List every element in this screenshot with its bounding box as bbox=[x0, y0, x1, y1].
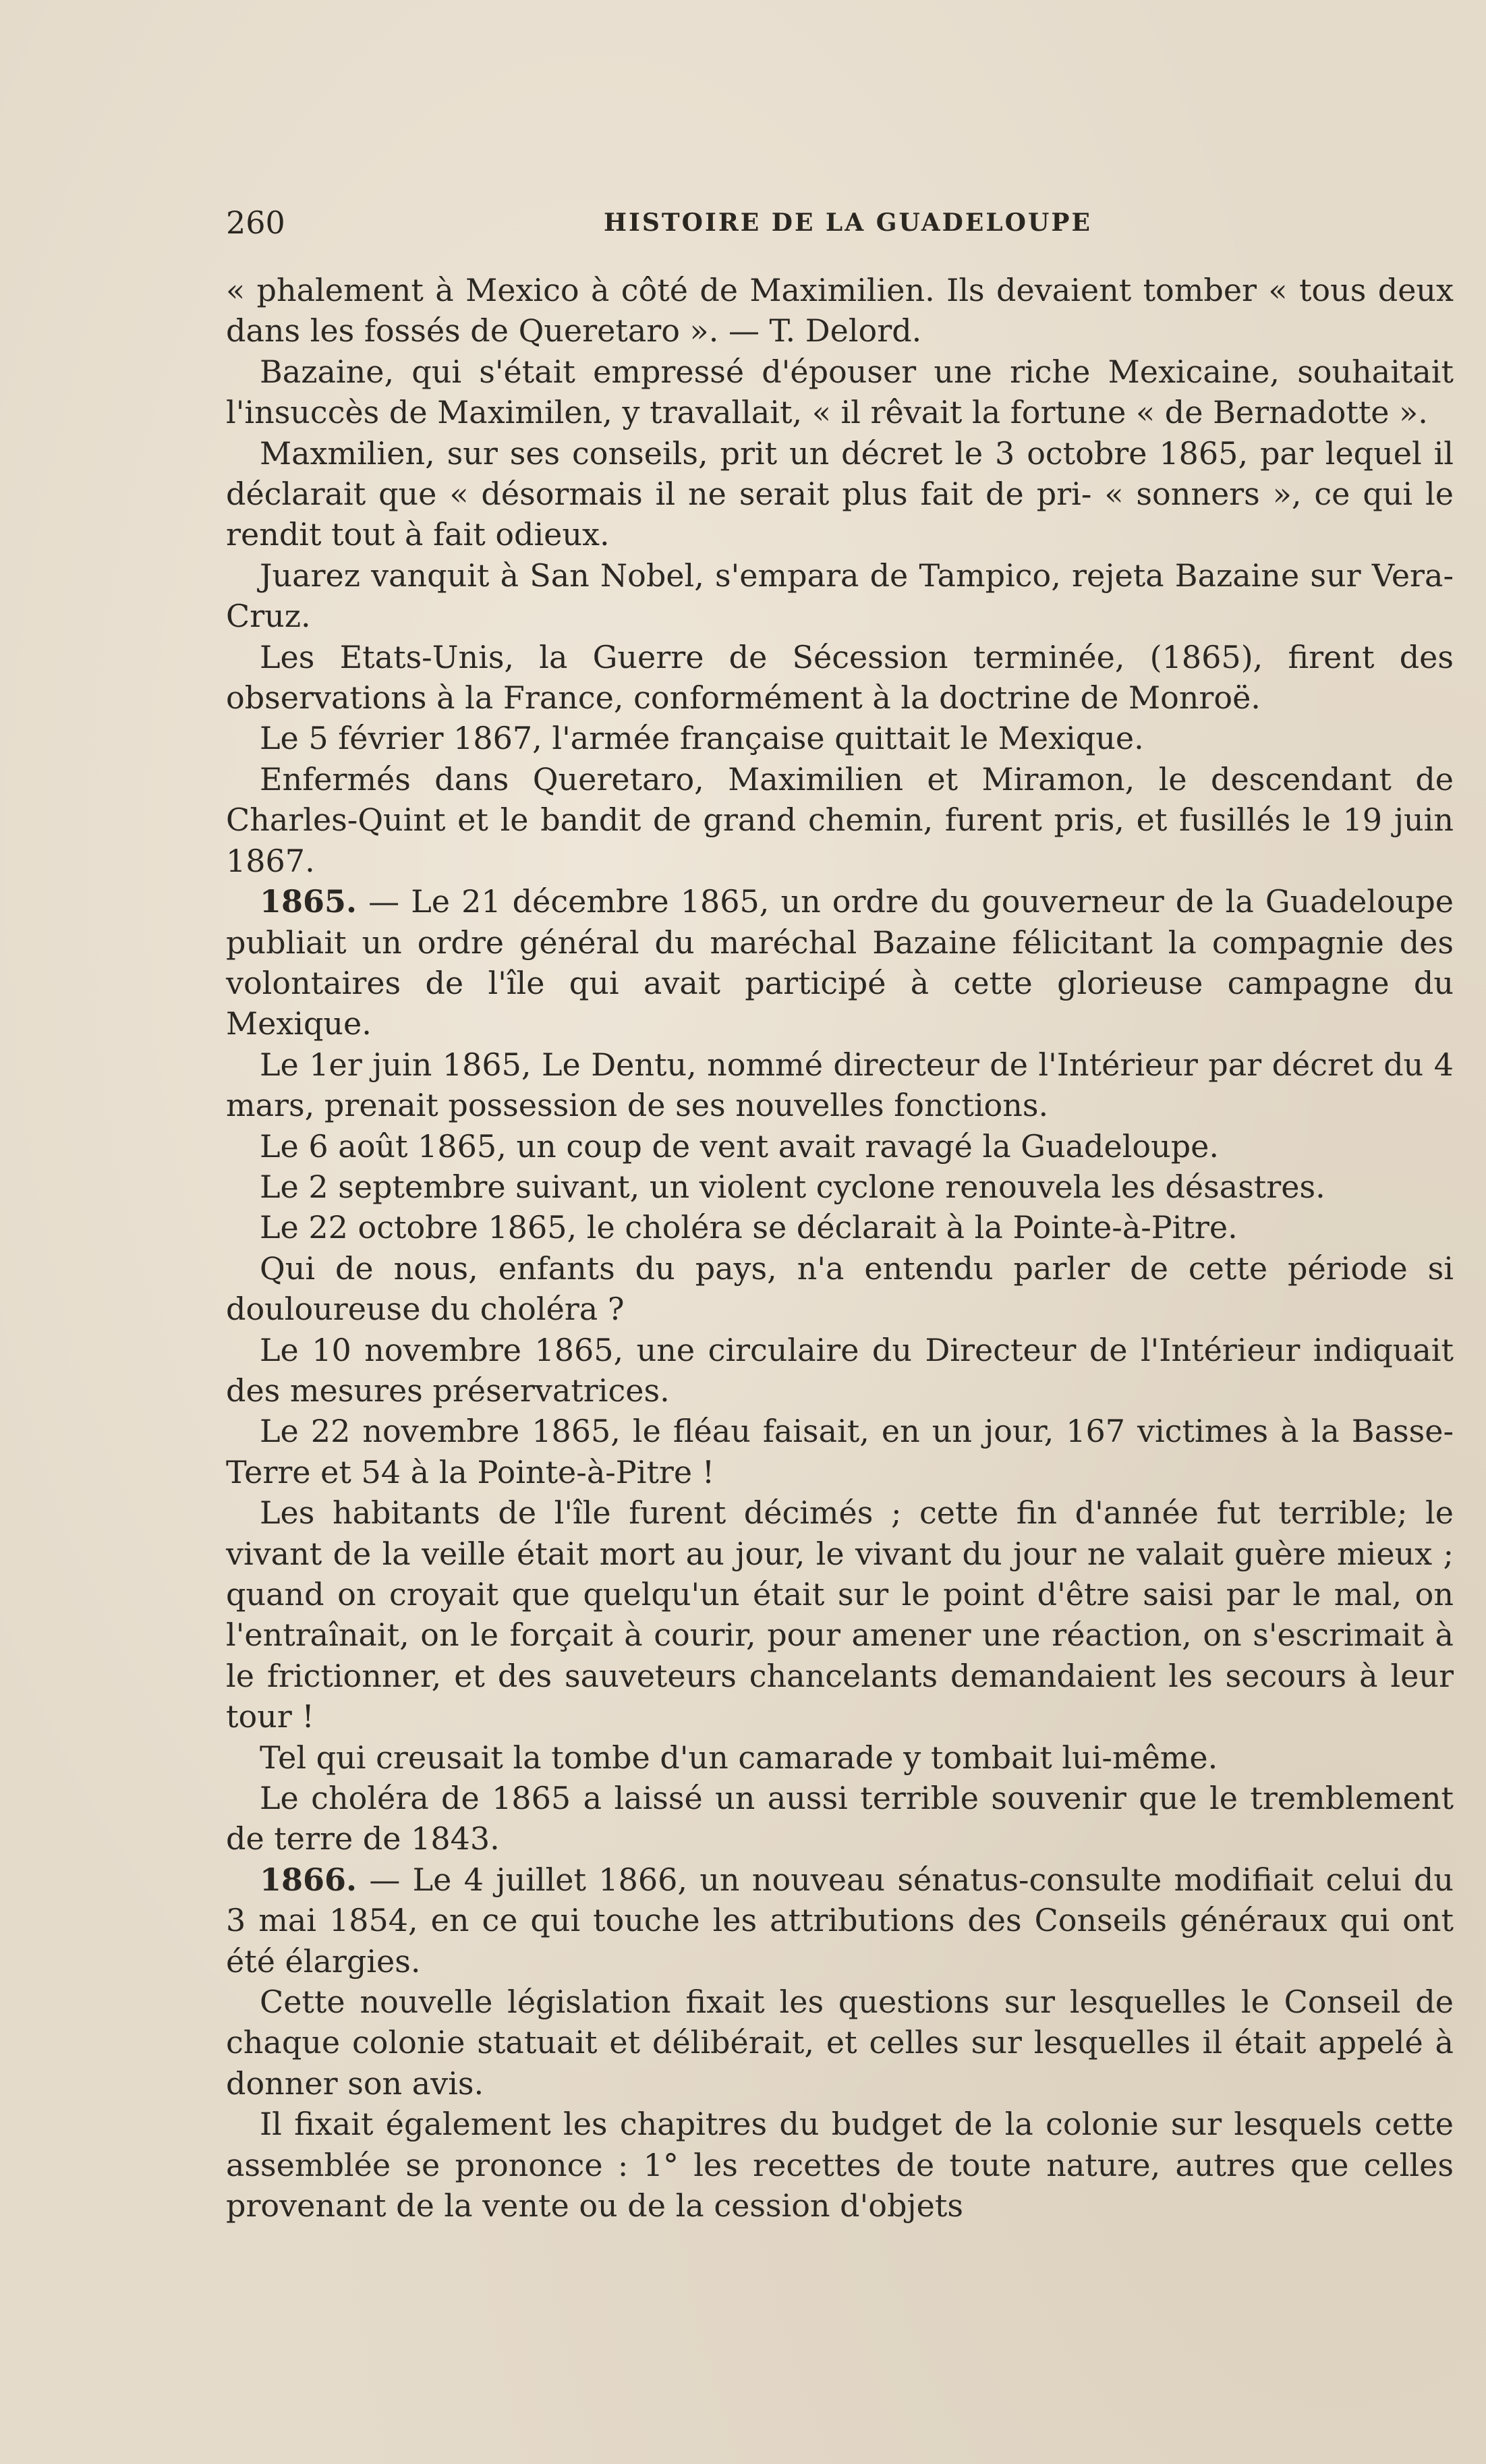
paragraph-text: — Le 4 juillet 1866, un nouveau sénatus-consulte modifiait celui du 3 mai 1854, en ce qui touche les attributions des Conseils généraux qui ont été élargies. bbox=[226, 1861, 1454, 1980]
paragraph-text: — Le 21 décembre 1865, un ordre du gouverneur de la Guadeloupe publiait un ordre général du maréchal Bazaine félicitant la compagnie des volontaires de l'île qui avait participé à cette glorieuse campagne du Mexique. bbox=[226, 883, 1454, 1042]
paragraph: Qui de nous, enfants du pays, n'a entendu parler de cette période si douloureuse du choléra ? bbox=[226, 1250, 1454, 1328]
paragraph: Cette nouvelle législation fixait les questions sur lesquelles le Conseil de chaque colonie statuait et délibérait, et celles sur lesquelles il était appelé à donner son avis. bbox=[226, 1984, 1454, 2102]
paragraph: Tel qui creusait la tombe d'un camarade y tombait lui-même. bbox=[260, 1739, 1218, 1776]
paragraph: Maxmilien, sur ses conseils, prit un décret le 3 octobre 1865, par lequel il déclarait que « désormais il ne serait plus fait de pri- « sonners », ce qui le rendit tout à fait odieux. bbox=[226, 435, 1454, 553]
paragraph: Il fixait également les chapitres du budget de la colonie sur lesquels cette assemblée se prononce : 1° les recettes de toute nature, autres que celles provenant de la vente ou de la cession d'objets bbox=[226, 2106, 1454, 2224]
year-heading-1866: 1866. bbox=[260, 1861, 358, 1898]
paragraph: Enfermés dans Queretaro, Maximilien et Miramon, le descendant de Charles-Quint et le bandit de grand chemin, furent pris, et fusillés le 19 juin 1867. bbox=[226, 760, 1454, 879]
page-header bbox=[226, 202, 1454, 243]
paragraph: Le 22 novembre 1865, le fléau faisait, en un jour, 167 victimes à la Basse-Terre et 54 à la Pointe-à-Pitre ! bbox=[226, 1413, 1454, 1490]
paragraph: Le 22 octobre 1865, le choléra se déclarait à la Pointe-à-Pitre. bbox=[260, 1209, 1238, 1246]
paragraph: Le 2 septembre suivant, un violent cyclone renouvela les désastres. bbox=[260, 1168, 1325, 1205]
paragraph: Les Etats-Unis, la Guerre de Sécession terminée, (1865), firent des observations à la France, conformément à la doctrine de Monroë. bbox=[226, 638, 1454, 717]
running-title: HISTOIRE DE LA GUADELOUPE bbox=[604, 208, 1092, 237]
paragraph: Le 10 novembre 1865, une circulaire du Directeur de l'Intérieur indiquait des mesures préservatrices. bbox=[226, 1331, 1454, 1409]
paragraph: Le choléra de 1865 a laissé un aussi terrible souvenir que le tremblement de terre de 1843. bbox=[226, 1780, 1454, 1857]
body-text bbox=[226, 270, 1454, 2227]
paragraph-1865 bbox=[226, 881, 1454, 1044]
paragraph-1866 bbox=[226, 1859, 1454, 1982]
paragraph: Le 1er juin 1865, Le Dentu, nommé directeur de l'Intérieur par décret du 4 mars, prenait possession de ses nouvelles fonctions. bbox=[226, 1046, 1454, 1124]
paragraph: Le 6 août 1865, un coup de vent avait ravagé la Guadeloupe. bbox=[260, 1127, 1220, 1165]
paragraph: Le 5 février 1867, l'armée française quittait le Mexique. bbox=[260, 720, 1144, 757]
paragraph: « phalement à Mexico à côté de Maximilien. Ils devaient tomber « tous deux dans les fossés de Queretaro ». — T. Delord. bbox=[226, 272, 1454, 349]
paragraph: Juarez vanquit à San Nobel, s'empara de Tampico, rejeta Bazaine sur Vera-Cruz. bbox=[226, 557, 1454, 635]
page-number: 260 bbox=[226, 204, 285, 241]
paragraph: Les habitants de l'île furent décimés ; cette fin d'année fut terrible; le vivant de la veille était mort au jour, le vivant du jour ne valait guère mieux ; quand on croyait que quelqu'un était sur le point d'être saisi par le mal, on l'entraînait, on le forçait à courir, pour amener une réaction, on s'escrimait à le frictionner, et des sauveteurs chancelants demandaient les secours à leur tour ! bbox=[226, 1494, 1454, 1735]
paragraph: Bazaine, qui s'était empressé d'épouser une riche Mexicaine, souhaitait l'insuccès de Maximilen, y travallait, « il rêvait la fortune « de Bernadotte ». bbox=[226, 353, 1454, 431]
year-heading-1865: 1865. bbox=[260, 883, 358, 920]
